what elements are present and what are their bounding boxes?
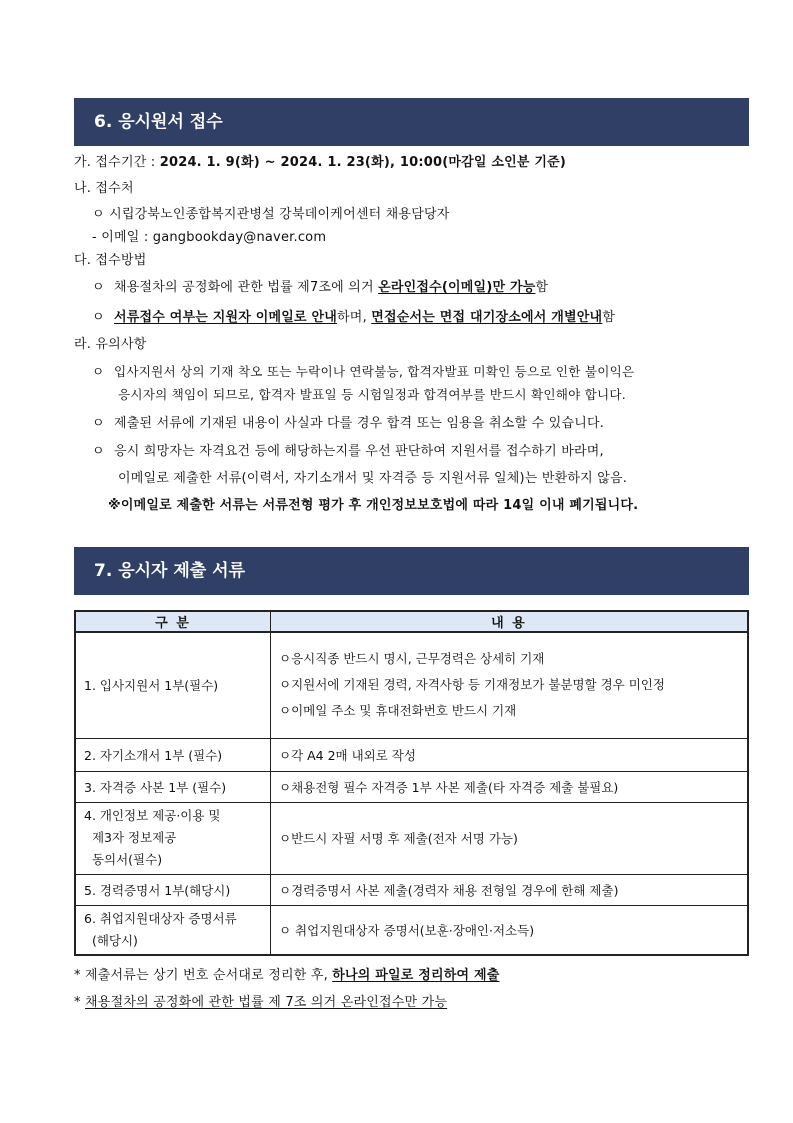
method-item-2-text: 하며,: [337, 310, 372, 325]
method-item-2-emphasis-1: 서류접수 여부는 지원자 이메일로 안내: [114, 310, 338, 325]
header-content: 내 용: [271, 611, 749, 632]
row-label-line: 1. 입사지원서 1부(필수): [84, 678, 219, 694]
bullet-circle-icon: ㅇ: [92, 364, 105, 379]
method-item-1-text: 채용절차의 공정화에 관한 법률 제7조에 의거: [114, 280, 379, 295]
section-6-title: 6. 응시원서 접수: [74, 98, 749, 146]
note-item-2: [92, 412, 604, 431]
table-row: [75, 802, 748, 874]
row-content: [271, 738, 749, 771]
row-label: [75, 802, 271, 874]
disposal-notice: ※이메일로 제출한 서류는 서류전형 평가 후 개인정보보호법에 따라 14일 이내 폐기됩니다.: [108, 498, 639, 513]
footnote-2: [74, 991, 447, 1010]
row-content: [271, 802, 749, 874]
footnote-1: [74, 964, 500, 983]
period-value: 2024. 1. 9(화) ~ 2024. 1. 23(화), 10:00(마감일 소인분 기준): [159, 155, 567, 170]
row-label-line: 6. 취업지원대상자 증명서류: [84, 910, 237, 926]
bullet-circle-icon: ㅇ: [92, 444, 105, 459]
note-item-1-text-1: 입사지원서 상의 기재 착오 또는 누락이나 연락불능, 합격자발표 미확인 등으로 인한 불이익은: [114, 364, 635, 379]
row-content-line: ㅇ지원서에 기재된 경력, 자격사항 등 기재정보가 불분명할 경우 미인정: [279, 677, 665, 693]
table-row: [75, 874, 748, 905]
footnote-2-star: *: [74, 995, 86, 1010]
note-item-3-line-2: 이메일로 제출한 서류(이력서, 자기소개서 및 자격증 등 지원서류 일체)는 반환하지 않음.: [118, 471, 628, 486]
row-label: [75, 738, 271, 771]
method-item-1: [92, 276, 548, 295]
row-label-line: 제3자 정보제공: [84, 830, 177, 845]
place-office: ㅇ 시립강북노인종합복지관병설 강북데이케어센터 채용담당자: [92, 207, 450, 222]
row-content-line: ㅇ응시직종 반드시 명시, 근무경력은 상세히 기재: [279, 651, 545, 667]
row-label-line: 4. 개인정보 제공·이용 및: [84, 808, 221, 823]
header-category: 구 분: [75, 611, 271, 632]
footnote-1-emphasis: 하나의 파일로 정리하여 제출: [332, 968, 500, 983]
row-content: [271, 905, 749, 955]
method-item-2: [92, 306, 615, 325]
row-label-line: 2. 자기소개서 1부 (필수): [84, 747, 223, 763]
period-label: 가. 접수기간 :: [74, 155, 160, 170]
row-content: [271, 771, 749, 802]
note-item-3-text-1: 응시 희망자는 자격요건 등에 해당하는지를 우선 판단하여 지원서를 접수하기 바라며,: [114, 444, 604, 459]
bullet-circle-icon: ㅇ: [92, 310, 105, 325]
method-item-2-emphasis-2: 면접순서는 면접 대기장소에서 개별안내: [371, 310, 603, 325]
bullet-circle-icon: ㅇ: [92, 416, 105, 431]
note-item-1-line-1: [92, 361, 634, 380]
method-item-1-suffix: 함: [535, 280, 549, 295]
place-heading: 나. 접수처: [74, 181, 134, 196]
row-content-line: ㅇ반드시 자필 서명 후 제출(전자 서명 가능): [279, 831, 518, 846]
section-7-title: 7. 응시자 제출 서류: [74, 547, 749, 595]
row-label-line: (해당시): [84, 932, 138, 948]
row-content-line: ㅇ각 A4 2매 내외로 작성: [279, 747, 416, 763]
row-label: [75, 771, 271, 802]
row-label-line: 3. 자격증 사본 1부 (필수): [84, 779, 227, 795]
row-label: [75, 632, 271, 738]
bullet-circle-icon: ㅇ: [92, 280, 105, 295]
row-content-line: ㅇ채용전형 필수 자격증 1부 사본 제출(타 자격증 제출 불필요): [279, 779, 619, 795]
method-heading: 다. 접수방법: [74, 253, 147, 268]
table-header-row: [75, 611, 748, 632]
period-line: [74, 151, 566, 170]
table-row: [75, 632, 748, 738]
note-item-2-text: 제출된 서류에 기재된 내용이 사실과 다를 경우 합격 또는 임용을 취소할 수 있습니다.: [114, 416, 605, 431]
row-content: [271, 874, 749, 905]
method-item-2-suffix: 함: [602, 310, 616, 325]
row-label: [75, 905, 271, 955]
table-row: [75, 905, 748, 955]
footnote-1-text: * 제출서류는 상기 번호 순서대로 정리한 후,: [74, 968, 333, 983]
table-row: [75, 738, 748, 771]
row-content-line: ㅇ경력증명서 사본 제출(경력자 채용 전형일 경우에 한해 제출): [279, 882, 619, 898]
method-item-1-emphasis: 온라인접수(이메일)만 가능: [378, 280, 536, 295]
row-label-line: 동의서(필수): [84, 852, 163, 867]
row-content-line: ㅇ 취업지원대상자 증명서(보훈·장애인·저소득): [279, 922, 535, 938]
note-item-1-line-2: 응시자의 책임이 되므로, 합격자 발표일 등 시험일정과 합격여부를 반드시 확인해야 합니다.: [118, 387, 626, 402]
row-label-line: 5. 경력증명서 1부(해당시): [84, 882, 231, 898]
row-content: [271, 632, 749, 738]
row-label: [75, 874, 271, 905]
documents-table: [74, 610, 749, 956]
note-item-3-line-1: [92, 440, 604, 459]
footnote-2-text: 채용절차의 공정화에 관한 법률 제 7조 의거 온라인접수만 가능: [85, 995, 448, 1010]
table-row: [75, 771, 748, 802]
notes-heading: 라. 유의사항: [74, 337, 147, 352]
place-email: - 이메일 : gangbookday@naver.com: [92, 230, 327, 245]
row-content-line: ㅇ이메일 주소 및 휴대전화번호 반드시 기재: [279, 703, 517, 719]
